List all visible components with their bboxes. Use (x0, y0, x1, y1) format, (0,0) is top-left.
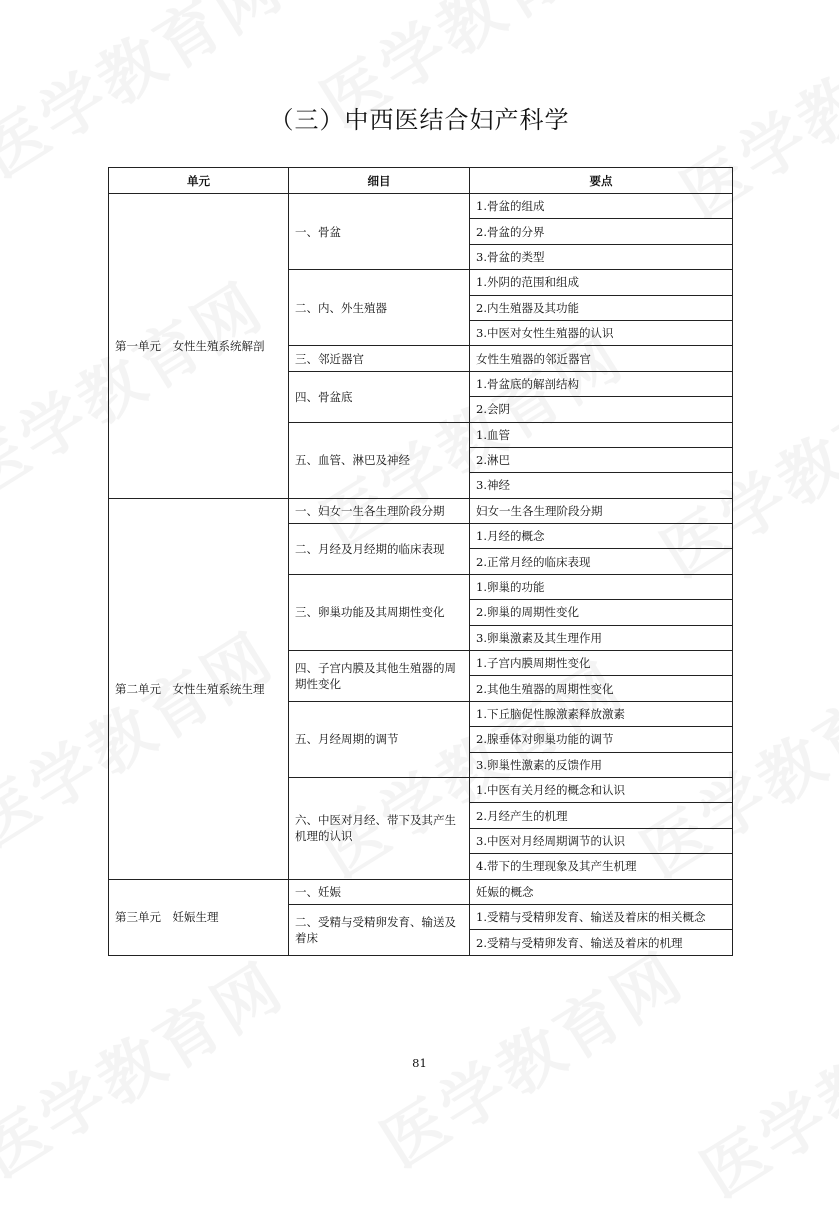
point-cell: 4.带下的生理现象及其产生机理 (470, 854, 733, 879)
table-row (109, 194, 733, 219)
point-cell: 2.月经产生的机理 (470, 803, 733, 828)
item-cell: 五、血管、淋巴及神经 (289, 422, 470, 498)
point-cell: 2.会阴 (470, 397, 733, 422)
item-cell: 一、妊娠 (289, 879, 470, 904)
header-point: 要点 (470, 168, 733, 194)
item-cell: 五、月经周期的调节 (289, 701, 470, 777)
item-cell: 二、内、外生殖器 (289, 270, 470, 346)
point-cell: 2.其他生殖器的周期性变化 (470, 676, 733, 701)
item-cell: 四、子宫内膜及其他生殖器的周期性变化 (289, 651, 470, 702)
point-cell: 1.外阴的范围和组成 (470, 270, 733, 295)
point-cell: 3.中医对女性生殖器的认识 (470, 320, 733, 345)
point-cell: 3.神经 (470, 473, 733, 498)
item-cell: 二、月经及月经期的临床表现 (289, 524, 470, 575)
table-row (109, 498, 733, 523)
item-cell: 四、骨盆底 (289, 371, 470, 422)
page-number: 81 (412, 1056, 427, 1070)
point-cell: 2.正常月经的临床表现 (470, 549, 733, 574)
point-cell: 1.受精与受精卵发育、输送及着床的相关概念 (470, 904, 733, 929)
point-cell: 1.骨盆底的解剖结构 (470, 371, 733, 396)
point-cell: 2.腺垂体对卵巢功能的调节 (470, 727, 733, 752)
table-row (109, 879, 733, 904)
unit-cell: 第一单元 女性生殖系统解剖 (109, 194, 289, 499)
point-cell: 女性生殖器的邻近器官 (470, 346, 733, 371)
point-cell: 1.骨盆的组成 (470, 194, 733, 219)
point-cell: 3.中医对月经周期调节的认识 (470, 828, 733, 853)
item-cell: 六、中医对月经、带下及其产生机理的认识 (289, 777, 470, 879)
item-cell: 一、妇女一生各生理阶段分期 (289, 498, 470, 523)
point-cell: 1.中医有关月经的概念和认识 (470, 777, 733, 802)
watermark (0, 0, 299, 195)
point-cell: 妇女一生各生理阶段分期 (470, 498, 733, 523)
point-cell: 3.卵巢性激素的反馈作用 (470, 752, 733, 777)
item-cell: 三、邻近器官 (289, 346, 470, 371)
unit-cell: 第三单元 妊娠生理 (109, 879, 289, 955)
point-cell: 1.卵巢的功能 (470, 574, 733, 599)
point-cell: 2.淋巴 (470, 447, 733, 472)
point-cell: 2.卵巢的周期性变化 (470, 600, 733, 625)
page-title: （三）中西医结合妇产科学 (269, 106, 570, 134)
point-cell: 1.血管 (470, 422, 733, 447)
point-cell: 2.骨盆的分界 (470, 219, 733, 244)
item-cell: 三、卵巢功能及其周期性变化 (289, 574, 470, 650)
point-cell: 1.月经的概念 (470, 524, 733, 549)
point-cell: 2.内生殖器及其功能 (470, 295, 733, 320)
syllabus-table (108, 167, 733, 956)
point-cell: 妊娠的概念 (470, 879, 733, 904)
unit-cell: 第二单元 女性生殖系统生理 (109, 498, 289, 879)
table-body (109, 194, 733, 956)
watermark (681, 957, 839, 1215)
point-cell: 3.卵巢激素及其生理作用 (470, 625, 733, 650)
header-item: 细目 (289, 168, 470, 194)
point-cell: 1.子宫内膜周期性变化 (470, 651, 733, 676)
point-cell: 3.骨盆的类型 (470, 244, 733, 269)
header-unit: 单元 (109, 168, 289, 194)
table-header-row (109, 168, 733, 194)
item-cell: 二、受精与受精卵发育、输送及着床 (289, 904, 470, 955)
point-cell: 2.受精与受精卵发育、输送及着床的机理 (470, 930, 733, 955)
item-cell: 一、骨盆 (289, 194, 470, 270)
point-cell: 1.下丘脑促性腺激素释放激素 (470, 701, 733, 726)
